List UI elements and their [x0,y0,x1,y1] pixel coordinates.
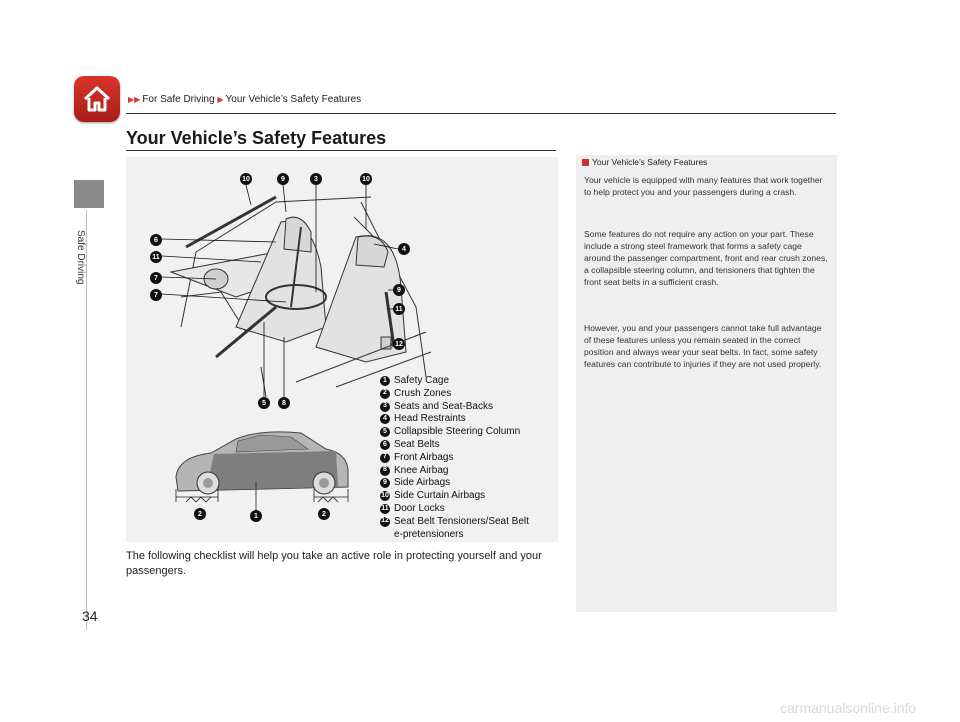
breadcrumb [128,94,361,105]
watermark: carmanualsonline.info [780,700,917,716]
legend-label: Front Airbags [394,451,454,463]
callout-knee-airbag: 8 [278,397,290,409]
breadcrumb-arrow-icon: ▶▶ [128,95,141,104]
callout-seats: 3 [310,173,322,185]
legend-item [380,503,540,516]
callout-crush-zone-front: 2 [194,508,206,520]
title-divider [126,150,556,151]
legend-item [380,426,540,439]
callout-side-airbags: 9 [277,173,289,185]
legend-number: 9 [380,478,390,488]
callout-door-locks-right: 11 [393,303,405,315]
legend-item [380,465,540,478]
callout-side-curtain-airbags-right: 10 [360,173,372,185]
features-legend [380,375,540,541]
callout-front-airbags-2: 7 [150,289,162,301]
legend-item [380,401,540,414]
callout-tensioners: 12 [393,338,405,350]
legend-label: Safety Cage [394,375,450,386]
legend-item [380,516,540,542]
legend-number: 11 [380,504,390,514]
legend-item [380,388,540,401]
callout-steering-column: 5 [258,397,270,409]
callout-front-airbags: 7 [150,272,162,284]
legend-number: 4 [380,414,390,424]
breadcrumb-arrow-icon: ▶ [217,95,224,104]
legend-label: Seats and Seat-Backs [394,400,493,412]
legend-label: Head Restraints [394,413,466,425]
side-section-label: Safe Driving [75,230,86,285]
legend-item [380,439,540,452]
note-heading-text: Your Vehicle’s Safety Features [592,157,708,167]
callout-crush-zone-rear: 2 [318,508,330,520]
legend-item [380,452,540,465]
note-sidebar [576,155,837,612]
legend-number: 7 [380,453,390,463]
legend-number: 12 [380,517,390,527]
note-paragraph-3: However, you and your passengers cannot take full advantage of these features unless you remain seated in the correct position and always wear your seat belts. In fact, some safety features can contribute to injuries if they are not used properly. [584,323,822,369]
breadcrumb-item-safe-driving[interactable]: For Safe Driving [142,94,215,105]
body-paragraph: The following checklist will help you take an active role in protecting yourself and your passengers. [126,550,542,577]
callout-safety-cage: 1 [250,510,262,522]
legend-number: 8 [380,466,390,476]
safety-features-illustration [126,157,558,542]
legend-item [380,490,540,503]
callout-head-restraints: 4 [398,243,410,255]
side-tab-marker [74,180,104,208]
legend-label: Door Locks [394,502,445,514]
legend-item [380,413,540,426]
legend-item [380,375,540,388]
callout-door-locks: 11 [150,251,162,263]
legend-label: Collapsible Steering Column [394,426,521,438]
callout-seat-belts: 6 [150,234,162,246]
header-divider [126,113,836,114]
legend-label: Side Curtain Airbags [394,490,486,502]
legend-number: 6 [380,440,390,450]
callout-side-curtain-airbags: 10 [240,173,252,185]
page-title: Your Vehicle’s Safety Features [126,128,387,148]
legend-number: 5 [380,427,390,437]
legend-number: 3 [380,402,390,412]
legend-label: Seat Belts [394,438,440,450]
home-button[interactable] [74,76,120,122]
legend-label: Crush Zones [394,387,452,399]
callout-side-airbags-right: 9 [393,284,405,296]
legend-number: 10 [380,491,390,501]
home-icon [81,83,113,115]
legend-number: 1 [380,376,390,386]
note-heading [582,157,707,167]
note-marker-icon [582,159,589,166]
legend-number: 2 [380,389,390,399]
legend-item [380,477,540,490]
note-paragraph-1: Your vehicle is equipped with many features that work together to help protect you and your passengers during a crash. [584,175,823,197]
note-paragraph-2: Some features do not require any action on your part. These include a strong steel framework that forms a safety cage around the passenger compartment, front and rear crush zones, a collapsible steering column, and tensioners that tighten the front seat belts in a sufficient crash. [584,229,828,287]
legend-label: Seat Belt Tensioners/Seat Belt e-pretensioners [394,515,529,540]
side-divider [86,210,87,630]
breadcrumb-item-current: Your Vehicle’s Safety Features [225,94,362,105]
legend-label: Knee Airbag [394,464,449,476]
legend-label: Side Airbags [394,477,451,489]
page-number: 34 [82,608,98,624]
